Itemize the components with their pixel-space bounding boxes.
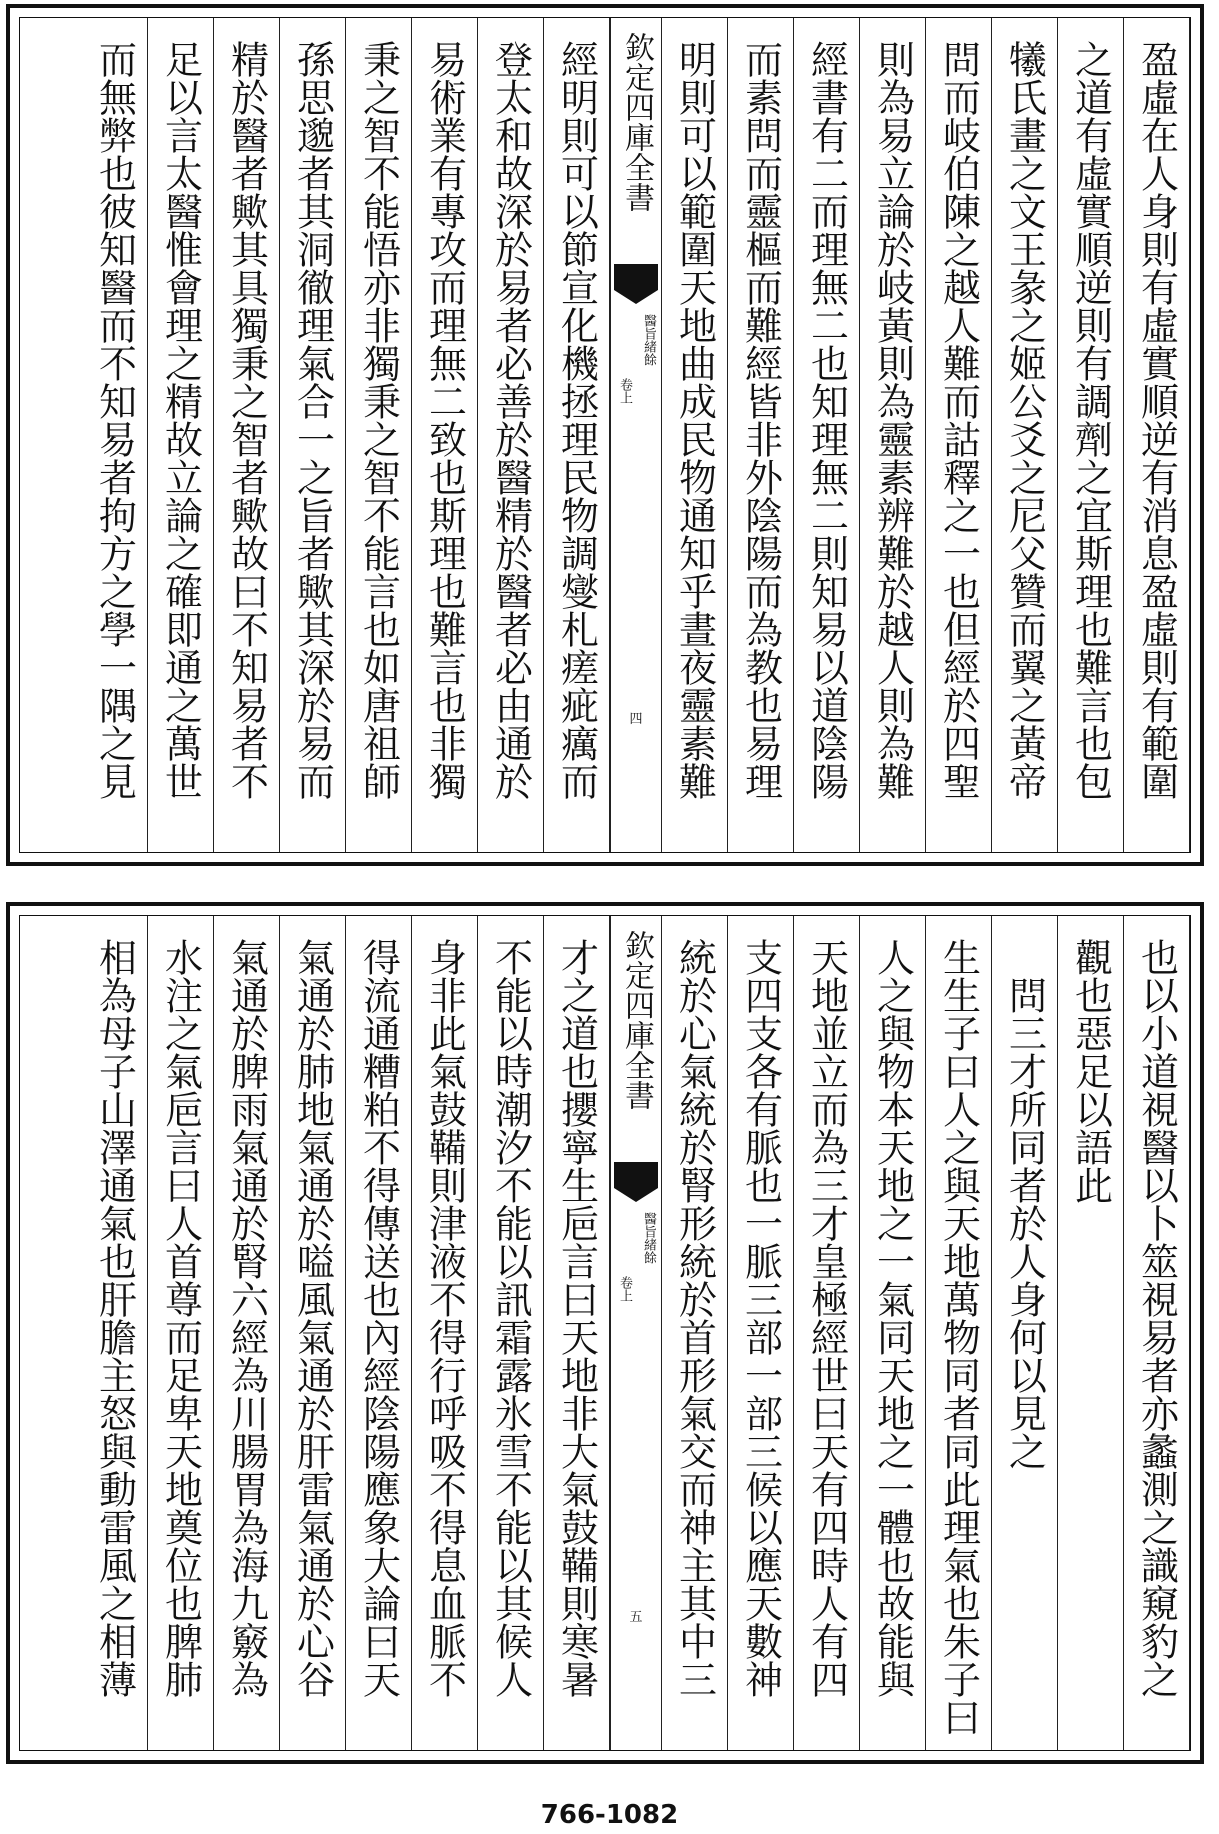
column-text: 氣通於脾雨氣通於腎六經為川腸胃為海九竅為 [224, 938, 269, 1698]
text-column [662, 18, 728, 852]
text-column [926, 916, 992, 1750]
column-text: 經明則可以節宣化機拯理民物調燮札瘥疵癘而 [554, 40, 599, 800]
page-number: 四 [629, 712, 643, 727]
column-text: 問而岐伯陳之越人難而詁釋之一也但經於四聖 [936, 40, 981, 800]
column-text: 登太和故深於易者必善於醫精於醫者必由通於 [488, 40, 533, 800]
text-column [1124, 916, 1190, 1750]
text-column [1124, 18, 1190, 852]
upper-page-frame [19, 17, 1191, 853]
column-text: 經書有二而理無二也知理無二則知易以道陰陽 [804, 40, 849, 800]
text-column [1058, 916, 1124, 1750]
text-column [214, 18, 280, 852]
text-column [992, 916, 1058, 1750]
text-column [478, 18, 544, 852]
text-column [148, 916, 214, 1750]
column-text: 則為易立論於岐黃則為靈素辨難於越人則為難 [870, 40, 915, 800]
column-text: 氣通於肺地氣通於嗌風氣通於肝雷氣通於心谷 [290, 938, 335, 1698]
column-text: 不能以時潮汐不能以訊霜露氷雪不能以其候人 [488, 938, 533, 1698]
text-column [82, 916, 148, 1750]
column-text: 觀也惡足以語此 [1068, 938, 1113, 1204]
column-text: 人之與物本天地之一氣同天地之一體也故能與 [870, 938, 915, 1698]
lower-page-columns [20, 916, 1190, 1750]
series-title: 欽定四庫全書 [619, 930, 654, 1110]
text-column [1058, 18, 1124, 852]
text-column [148, 18, 214, 852]
text-column [82, 18, 148, 852]
text-column [346, 916, 412, 1750]
text-column [728, 916, 794, 1750]
column-text: 支四支各有脈也一脈三部一部三候以應天數神 [738, 938, 783, 1698]
book-title: 醫旨緒餘 [641, 314, 656, 366]
text-column [346, 18, 412, 852]
volume-label: 卷上 [617, 378, 632, 404]
page-number: 五 [629, 1610, 643, 1625]
text-column [412, 916, 478, 1750]
text-column [280, 18, 346, 852]
column-text: 身非此氣鼓鞴則津液不得行呼吸不得息血脈不 [422, 938, 467, 1698]
series-title: 欽定四庫全書 [619, 32, 654, 212]
column-text: 孫思邈者其洞徹理氣合一之旨者歟其深於易而 [290, 40, 335, 800]
column-text: 易術業有專攻而理無二致也斯理也難言也非獨 [422, 40, 467, 800]
column-text: 精於醫者歟其具獨秉之智者歟故曰不知易者不 [224, 40, 269, 800]
text-column [860, 916, 926, 1750]
center-fold-margin [610, 916, 662, 1750]
text-column [662, 916, 728, 1750]
text-column [794, 18, 860, 852]
text-column [280, 916, 346, 1750]
column-text: 問三才所同者於人身何以見之 [1002, 938, 1047, 1470]
column-text: 秉之智不能悟亦非獨秉之智不能言也如唐祖師 [356, 40, 401, 800]
text-column [728, 18, 794, 852]
text-column [412, 18, 478, 852]
text-column [992, 18, 1058, 852]
text-column [860, 18, 926, 852]
text-column [214, 916, 280, 1750]
fishtail-mark [614, 264, 658, 290]
text-column [544, 18, 610, 852]
lower-page-frame [19, 915, 1191, 1751]
column-text: 犧氏畫之文王彖之姬公爻之尼父贊而翼之黃帝 [1002, 40, 1047, 800]
column-text: 之道有虛實順逆則有調劑之宜斯理也難言也包 [1068, 40, 1113, 800]
upper-page-columns [20, 18, 1190, 852]
column-text: 足以言太醫惟會理之精故立論之確即通之萬世 [158, 40, 203, 800]
column-text: 天地並立而為三才皇極經世曰天有四時人有四 [804, 938, 849, 1698]
text-column [926, 18, 992, 852]
column-text: 得流通糟粕不得傳送也內經陰陽應象大論曰天 [356, 938, 401, 1698]
book-title: 醫旨緒餘 [641, 1212, 656, 1264]
catalog-number: 766-1082 [540, 1800, 679, 1830]
column-text: 生生子曰人之與天地萬物同者同此理氣也朱子曰 [936, 938, 981, 1736]
volume-label: 卷上 [617, 1276, 632, 1302]
column-text: 而素問而靈樞而難經皆非外陰陽而為教也易理 [738, 40, 783, 800]
lower-page [6, 902, 1204, 1764]
center-fold-margin [610, 18, 662, 852]
column-text: 也以小道視醫以卜筮視易者亦蠡測之識窺豹之 [1134, 938, 1179, 1698]
text-column [478, 916, 544, 1750]
text-column [544, 916, 610, 1750]
fishtail-mark [614, 1162, 658, 1188]
text-column [794, 916, 860, 1750]
column-text: 盈虛在人身則有虛實順逆有消息盈虛則有範圍 [1134, 40, 1179, 800]
column-text: 明則可以範圍天地曲成民物通知乎晝夜靈素難 [672, 40, 717, 800]
upper-page [6, 4, 1204, 866]
column-text: 才之道也攖寧生巵言曰天地非大氣鼓鞴則寒暑 [554, 938, 599, 1698]
column-text: 而無弊也彼知醫而不知易者拘方之學一隅之見 [92, 40, 137, 800]
column-text: 統於心氣統於腎形統於首形氣交而神主其中三 [672, 938, 717, 1698]
column-text: 相為母子山澤通氣也肝膽主怒與動雷風之相薄 [92, 938, 137, 1698]
column-text: 水注之氣巵言曰人首尊而足卑天地奠位也脾肺 [158, 938, 203, 1698]
